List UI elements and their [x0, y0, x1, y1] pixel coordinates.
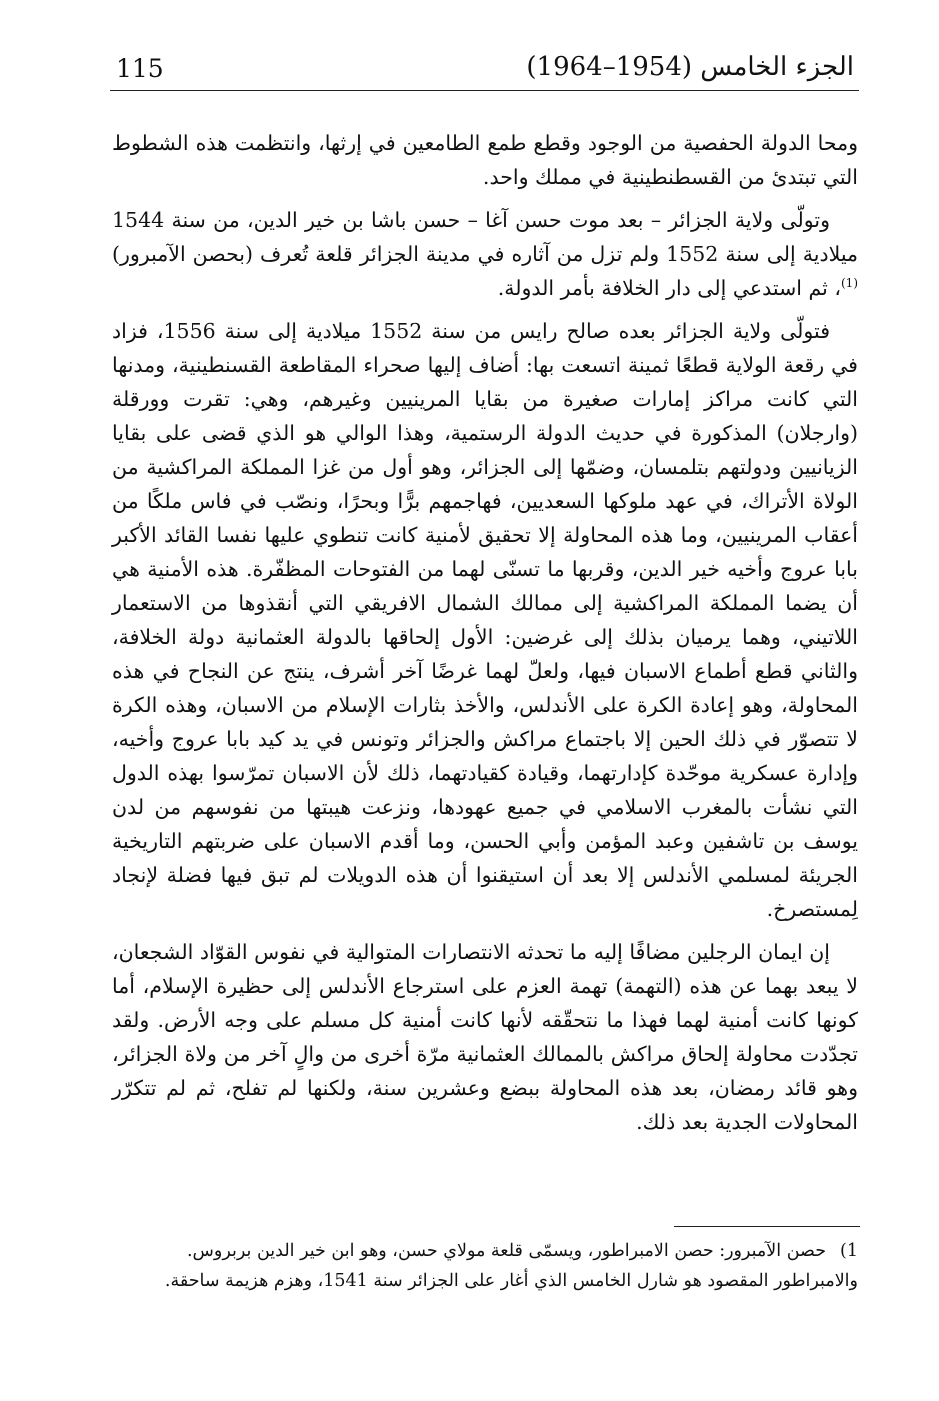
footnote-rule: [674, 1226, 860, 1227]
header-rule: [110, 90, 859, 91]
paragraph-3: فتولّى ولاية الجزائر بعده صالح رايس من سنة 1552 ميلادية إلى سنة 1556، فزاد في رقعة الولاية قطعًا ثمينة اتسعت بها: أضاف إليها صحراء المقاطعة القسنطينية، ومدنها التي كانت مراكز إمارات صغيرة من بقايا المرينيين وغيرهم، وهي: تقرت وورقلة (وارجلان) المذكورة في حديث الدولة الرستمية، وهذا الوالي هو الذي قضى على بقايا الزيانيين ودولتهم بتلمسان، وضمّها إلى الجزائر، وهو أول من غزا المملكة المراكشية من الولاة الأتراك، في عهد ملوكها السعديين، فهاجمهم برًّا وبحرًا، ونصّب في فاس ملكًا من أعقاب المرينيين، وما هذه المحاولة إلا تحقيق لأمنية كانت تنطوي عليها نفسا القائد الأكبر بابا عروج وأخيه خير الدين، وقربها ما تسنّى لهما من الفتوحات المظفّرة. هذه الأمنية هي أن يضما المملكة المراكشية إلى ممالك الشمال الافريقي التي أنقذوها من الاستعمار اللاتيني، وهما يرميان بذلك إلى غرضين: الأول إلحاقها بالدولة العثمانية دولة الخلافة، والثاني قطع أطماع الاسبان فيها، ولعلّ لهما غرضًا آخر أشرف، ينتج عن النجاح في هذه المحاولة، وهو إعادة الكرة على الأندلس، والأخذ بثارات الإسلام من الاسبان، وهذه الكرة لا تتصوّر في ذلك الحين إلا باجتماع مراكش والجزائر وتونس في يد كيد بابا عروج وأخيه، وإدارة عسكرية موحّدة كإدارتهما، وقيادة كقيادتهما، ذلك لأن الاسبان تمرّسوا بهذه الدول التي نشأت بالمغرب الاسلامي في جميع عهودها، ونزعت هيبتها من نفوسهم من لدن يوسف بن تاشفين وعبد المؤمن وأبي الحسن، وما أقدم الاسبان على ضربتهم التاريخية الجريئة لمسلمي الأندلس إلا بعد أن استيقنوا أن هذه الدويلات لم تبق فيها فضلة لإنجاد لِمستصرخ.: [112, 319, 858, 921]
paragraph-2-text: وتولّى ولاية الجزائر – بعد موت حسن آغا – حسن باشا بن خير الدين، من سنة 1544 ميلادية إلى سنة 1552 ولم تزل من آثاره في مدينة الجزائر قلعة تُعرف (بحصن الآمبرور): [112, 208, 858, 266]
footnote-reference[interactable]: (1): [840, 276, 858, 291]
footnote-1-text: حصن الآمبرور: حصن الامبراطور، ويسمّى قلعة مولاي حسن، وهو ابن خير الدين بربروس.: [186, 1241, 827, 1261]
footnote-1-line-1: [112, 1236, 858, 1266]
footnote-1-line-2: والامبراطور المقصود هو شارل الخامس الذي أغار على الجزائر سنة 1541، وهزم هزيمة ساحقة.: [164, 1271, 858, 1291]
page-header: [108, 44, 858, 92]
footnote-marker: 1): [840, 1241, 858, 1261]
running-title: الجزء الخامس (1954–1964): [526, 52, 854, 82]
paragraph-2: [112, 203, 858, 305]
body-text: [112, 126, 858, 1139]
paragraph-2-tail: ، ثم استدعي إلى دار الخلافة بأمر الدولة.: [497, 276, 841, 300]
paragraph-1: ومحا الدولة الحفصية من الوجود وقطع طمع الطامعين في إرثها، وانتظمت هذه الشطوط التي تبتدئ من القسطنطينية في مملك واحد.: [112, 131, 858, 189]
page-number: 115: [116, 54, 164, 83]
paragraph-4: إن ايمان الرجلين مضافًا إليه ما تحدثه الانتصارات المتوالية في نفوس القوّاد الشجعان، لا يبعد بهما عن هذه (التهمة) تهمة العزم على استرجاع الأندلس إلى حظيرة الإسلام، أما كونها كانت أمنية لهما فهذا ما نتحقّقه لأنها كانت أمنية كل مسلم على وجه الأرض. ولقد تجدّدت محاولة إلحاق مراكش بالممالك العثمانية مرّة أخرى من والٍ آخر من ولاة الجزائر، وهو قائد رمضان، بعد هذه المحاولة ببضع وعشرين سنة، ولكنها لم تفلح، ثم لم تتكرّر المحاولات الجدية بعد ذلك.: [112, 940, 858, 1134]
footnotes: [112, 1236, 858, 1296]
